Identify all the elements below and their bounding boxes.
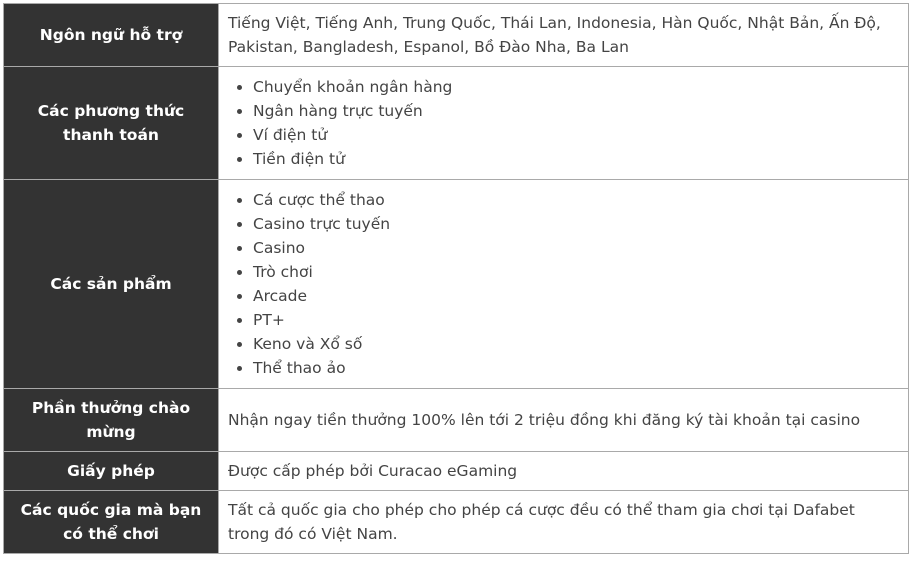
list-item: • Keno và Xổ số [253,332,900,356]
list-item: • Casino trực tuyến [253,212,900,236]
label-products: Các sản phẩm [4,180,219,389]
list-item: • PT+ [253,308,900,332]
row-license [4,452,909,491]
payment-methods-list [228,75,900,171]
label-welcome-bonus: Phần thưởng chào mừng [4,389,219,452]
list-item: • Casino [253,236,900,260]
list-item: • Arcade [253,284,900,308]
list-item: • Chuyển khoản ngân hàng [253,75,900,99]
products-list [228,188,900,380]
row-available-countries [4,491,909,554]
list-item: • Ngân hàng trực tuyến [253,99,900,123]
row-welcome-bonus [4,389,909,452]
label-payment-methods: Các phương thức thanh toán [4,67,219,180]
value-welcome-bonus: Nhận ngay tiền thưởng 100% lên tới 2 triệu đồng khi đăng ký tài khoản tại casino [219,389,909,452]
list-item: • Thể thao ảo [253,356,900,380]
list-item: • Ví điện tử [253,123,900,147]
info-table [3,3,909,554]
list-item: • Tiền điện tử [253,147,900,171]
value-supported-languages: Tiếng Việt, Tiếng Anh, Trung Quốc, Thái Lan, Indonesia, Hàn Quốc, Nhật Bản, Ấn Độ, Pakistan, Bangladesh, Espanol, Bồ Đào Nha, Ba Lan [219,4,909,67]
value-products [219,180,909,389]
row-supported-languages [4,4,909,67]
list-item: • Trò chơi [253,260,900,284]
list-item: • Cá cược thể thao [253,188,900,212]
row-payment-methods [4,67,909,180]
value-payment-methods [219,67,909,180]
label-supported-languages: Ngôn ngữ hỗ trợ [4,4,219,67]
row-products [4,180,909,389]
label-license: Giấy phép [4,452,219,491]
value-available-countries: Tất cả quốc gia cho phép cho phép cá cược đều có thể tham gia chơi tại Dafabet trong đó có Việt Nam. [219,491,909,554]
value-license: Được cấp phép bởi Curacao eGaming [219,452,909,491]
label-available-countries: Các quốc gia mà bạn có thể chơi [4,491,219,554]
